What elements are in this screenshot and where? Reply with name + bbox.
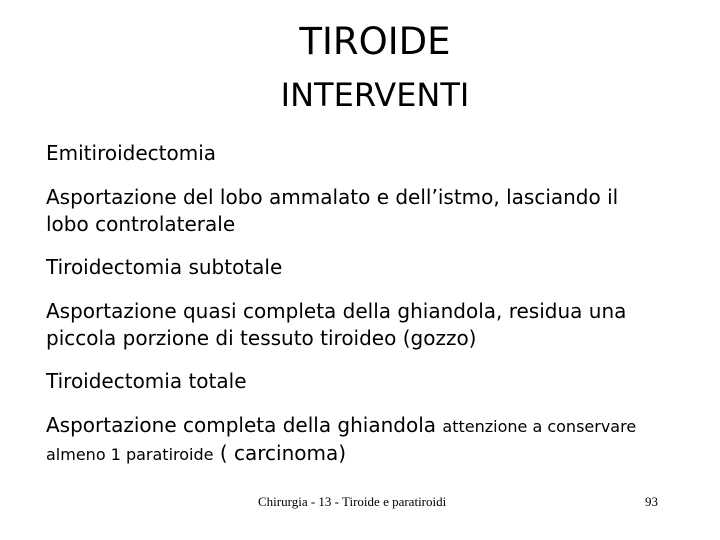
item-text: Emitiroidectomia: [46, 141, 217, 165]
item-tiroidectomia-subtotale: [46, 254, 706, 281]
item-text-note: attenzione a conservare: [442, 417, 637, 436]
item-text: Tiroidectomia subtotale: [46, 255, 283, 279]
page-number: 93: [645, 494, 658, 509]
slide-title: TIROIDE: [299, 20, 451, 63]
item-text-line: Asportazione quasi completa della ghiandola, residua una: [46, 299, 627, 323]
item-text-line: lobo controlaterale: [46, 212, 236, 236]
item-description-emitiroidectomia: [46, 184, 706, 238]
item-text-line: [46, 412, 706, 440]
item-tiroidectomia-totale: [46, 368, 706, 395]
item-text-main: Asportazione completa della ghiandola: [46, 413, 437, 437]
item-text-line: piccola porzione di tessuto tiroideo (gozzo): [46, 326, 477, 350]
item-text-line: [46, 440, 706, 468]
item-text-line: Asportazione del lobo ammalato e dell’istmo, lasciando il: [46, 185, 619, 209]
item-emitiroidectomia: [46, 140, 706, 167]
item-description-totale: [46, 412, 706, 468]
item-description-subtotale: [46, 298, 706, 352]
item-text-main: ( carcinoma): [219, 441, 347, 465]
slide-footer: Chirurgia - 13 - Tiroide e paratiroidi: [258, 494, 447, 509]
slide-subtitle: INTERVENTI: [280, 76, 470, 114]
item-text: Tiroidectomia totale: [46, 369, 247, 393]
item-text-note: almeno 1 paratiroide: [46, 445, 214, 464]
